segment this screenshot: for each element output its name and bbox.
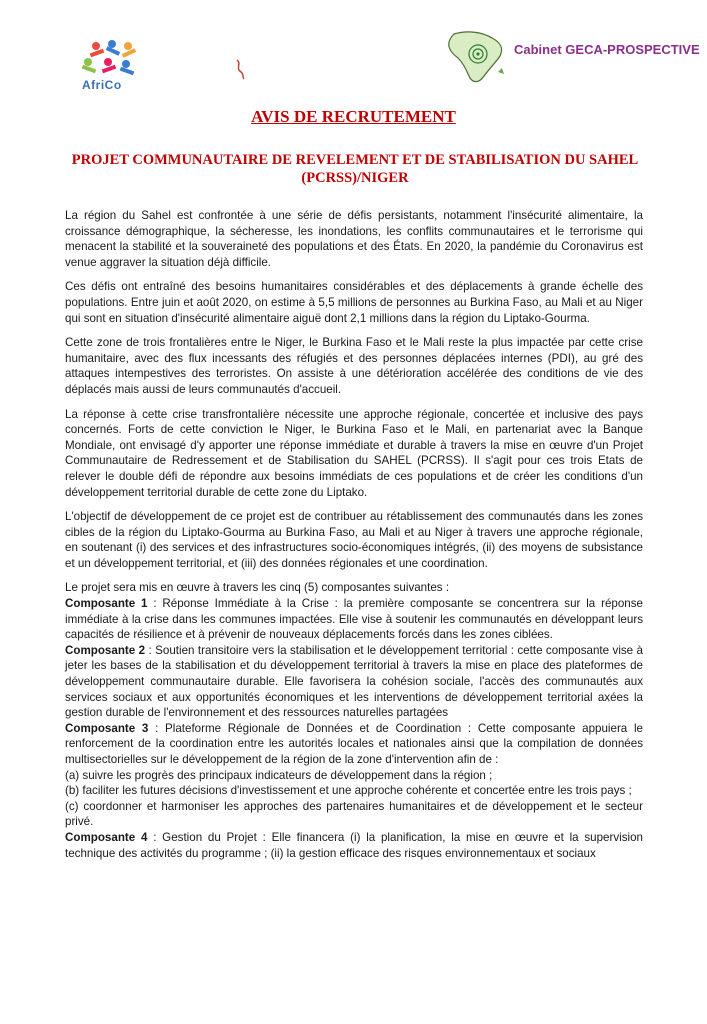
africa-map-icon bbox=[440, 28, 512, 88]
component-label: Composante 4 bbox=[65, 830, 148, 844]
component-1 bbox=[65, 596, 643, 643]
list-item: (a) suivre les progrès des principaux indicateurs de développement dans la région ; bbox=[65, 768, 493, 782]
components-intro: Le projet sera mis en œuvre à travers les cinq (5) composantes suivantes : bbox=[65, 581, 450, 595]
component-text: : Soutien transitoire vers la stabilisation et le développement territorial : cette composante vise à jeter les bases de la stabilisation et du développement territorial à travers la mise en place des plateformes de développement communautaire durable. Elle favorisera la cohésion sociale, l'accès des communautés aux services sociaux et aux opportunités économiques et les interventions de développement territorial axées la gestion durable de l'environnement et des ressources naturelles partagées bbox=[65, 643, 644, 720]
paragraph: L'objectif de développement de ce projet est de contribuer au rétablissement des communautés dans les zones cibles de la région du Liptako-Gourma au Burkina Faso, au Mali et au Niger à travers une approche régionale, en soutenant (i) des services et des infrastructures socio-économiques intégrés, (ii) des moyens de subsistance et un développement territorial, et (iii) des données régionales et une coordination. bbox=[65, 510, 643, 570]
geca-prospective-logo bbox=[440, 28, 700, 88]
paragraph: Ces défis ont entraîné des besoins humanitaires considérables et des déplacements à grande échelle des populations. Entre juin et août 2020, on estime à 5,5 millions de personnes au Burkina Faso, au Mali et au Niger qui sont en situation d'insécurité alimentaire aiguë dont 2,1 millions dans la région du Liptako-Gourma. bbox=[65, 280, 643, 325]
list-item: (c) coordonner et harmoniser les approches des partenaires humanitaires et de développement et le secteur privé. bbox=[65, 799, 643, 829]
component-3 bbox=[65, 721, 643, 768]
page-title: AVIS DE RECRUTEMENT bbox=[251, 107, 456, 126]
component-4 bbox=[65, 830, 643, 861]
africo-logo bbox=[68, 38, 168, 100]
paragraph: Cette zone de trois frontalières entre le Niger, le Burkina Faso et le Mali reste la plus impactée par cette crise humanitaire, avec des flux incessants des réfugiés et des personnes déplacées internes (PDI), au gré des attaques intempestives des terroristes. On assiste à une détérioration accélérée des conditions de vie des déplacés mais aussi de leurs communautés d'accueil. bbox=[65, 336, 643, 396]
component-2 bbox=[65, 643, 643, 721]
paragraph: La réponse à cette crise transfrontalière nécessite une approche régionale, concertée et inclusive des pays concernés. Forts de cette conviction le Niger, le Burkina Faso et le Mali, en partenariat avec la Banque Mondiale, ont envisagé d'y apporter une réponse immédiate et durable à travers la mise en œuvre d'un Projet Communautaire de Redressement et de Stabilisation du SAHEL (PCRSS). Il s'agit pour ces trois Etats de relever le double défi de répondre aux besoins immédiats de ces populations et de créer les conditions d'un développement territorial durable de cette zone du Liptako. bbox=[65, 407, 643, 499]
component-label: Composante 1 bbox=[65, 597, 148, 611]
squiggle-mark-icon bbox=[233, 58, 247, 80]
africo-figures-icon bbox=[68, 38, 168, 82]
list-item: (b) faciliter les futures décisions d'investissement et une approche cohérente et concertée entre les trois pays ; bbox=[65, 784, 632, 798]
component-text: : Réponse Immédiate à la Crise : la première composante se concentrera sur la réponse immédiate à la crise dans les communes impactées. Elle vise à soutenir les communautés en développant leurs capacités de résilience et à prévenir de nouveaux déplacements forcés dans les zones ciblées. bbox=[65, 597, 643, 642]
component-text: : Gestion du Projet : Elle financera (i) la planification, la mise en œuvre et la supervision technique des activités du programme ; (ii) la gestion efficace des risques environnementaux et sociaux bbox=[65, 830, 643, 860]
paragraph: La région du Sahel est confrontée à une série de défis persistants, notamment l'insécurité alimentaire, la croissance démographique, la sécheresse, les inondations, les conflits communautaires et le terrorisme qui menacent la stabilité et la souveraineté des populations et des États. En 2020, la pandémie du Coronavirus est venue aggraver la situation déjà difficile. bbox=[65, 209, 643, 269]
component-text: : Plateforme Régionale de Données et de Coordination : Cette composante appuiera le renforcement de la coordination entre les autorités locales et nationales ainsi que la compilation de données multisectorielles sur le développement de la région de la zone d'intervention afin de : bbox=[65, 721, 643, 766]
document-body bbox=[65, 208, 643, 861]
geca-brand-name: Cabinet GECA-PROSPECTIVE bbox=[514, 42, 700, 57]
component-label: Composante 3 bbox=[65, 721, 149, 735]
component-label: Composante 2 bbox=[65, 643, 146, 657]
africo-caption: AfriCo bbox=[82, 78, 122, 92]
project-subtitle: PROJET COMMUNAUTAIRE DE REVELEMENT ET DE STABILISATION DU SAHEL (PCRSS)/NIGER bbox=[71, 152, 639, 186]
